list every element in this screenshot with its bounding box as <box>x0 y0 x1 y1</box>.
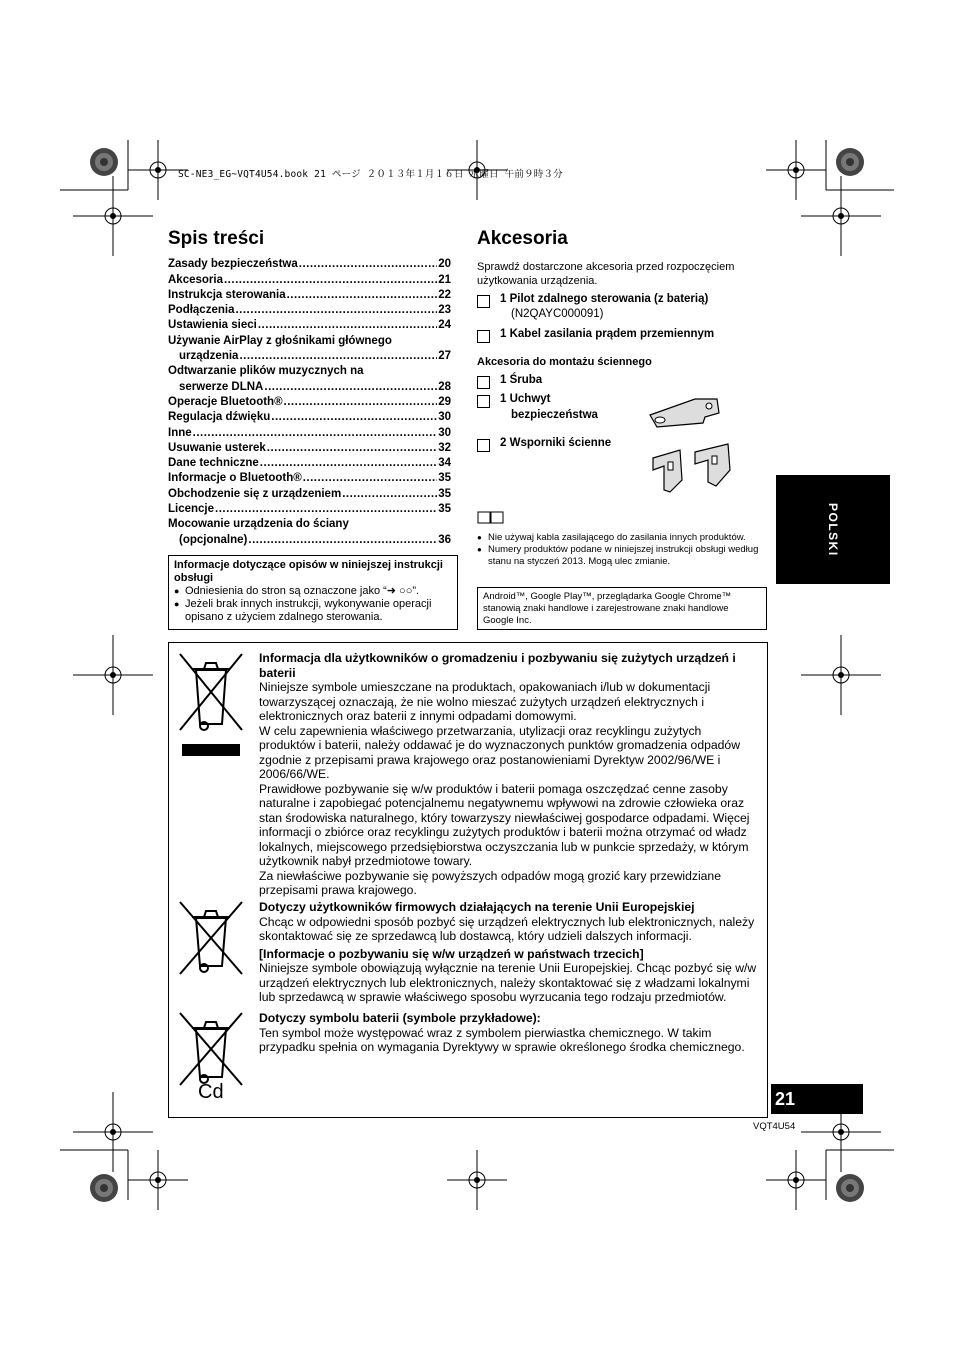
safety-holder-illustration <box>645 393 725 433</box>
crossed-bin-icon <box>178 1011 244 1087</box>
table-of-contents <box>168 257 451 548</box>
accessory-wall-brackets: 2 Wsporniki ścienne <box>500 437 612 449</box>
toc-entry[interactable]: Instrukcja sterowania ..... 22 <box>168 288 451 303</box>
language-tab <box>776 475 890 584</box>
crossed-bin-icon <box>178 652 244 760</box>
accessories-title: Akcesoria <box>477 228 568 249</box>
checkbox[interactable] <box>477 295 490 308</box>
accessory-remote-code: (N2QAYC000091) <box>511 308 604 320</box>
toc-entry[interactable]: Obchodzenie się z urządzeniem ..... 35 <box>168 486 451 501</box>
third-countries-paragraph: Niniejsze symbole obowiązują wyłącznie na terenie Unii Europejskiej. Chcąc pozbyć się w/w urządzeń elektrycznych lub elektronicznych, należy skontaktować się z władzami lokalnymi lub sprzedawcą w sprawie właściwego sposobu wyrzucania tego rodzaju przedmiotów. <box>259 961 757 1004</box>
business-users-block <box>259 900 759 1005</box>
toc-entry[interactable]: Usuwanie usterek ..... 32 <box>168 441 451 456</box>
note-bullet: ● Nie używaj kabla zasilającego do zasilania innych produktów. <box>477 532 769 544</box>
note-bullet: ● Numery produktów podane w niniejszej instrukcji obsługi według stanu na styczeń 2013. Mogą ulec zmianie. <box>477 544 769 568</box>
checkbox[interactable] <box>477 439 490 452</box>
checkbox[interactable] <box>477 376 490 389</box>
toc-entry[interactable]: Podłączenia ..... 23 <box>168 303 451 318</box>
disposal-paragraph: W celu zapewnienia właściwego przetwarzania, utylizacji oraz recyklingu zużytych produktów i baterii, należy oddawać je do wyznaczonych punktów gromadzenia odpadów zgodnie z przepisami prawa krajowego oraz postanowieniami Dyrektyw 2002/96/WE i 2006/66/WE. <box>259 723 741 781</box>
accessory-ac-cable: 1 Kabel zasilania prądem przemiennym <box>500 328 715 340</box>
battery-symbol-block <box>259 1011 759 1055</box>
toc-title: Spis treści <box>168 228 265 249</box>
book-header-line: SC-NE3_EG~VQT4U54.book 21 ページ ２０１３年１月１６日 水曜日 午前９時３分 <box>178 169 563 180</box>
page-number: 21 <box>771 1084 863 1114</box>
accessory-safety-holder-line1: 1 Uchwyt <box>500 393 551 405</box>
info-box-title: Informacje dotyczące opisów w niniejszej instrukcji obsługi <box>174 559 443 584</box>
cadmium-label: Cd <box>198 1081 224 1103</box>
accessories-intro: Sprawdź dostarczone akcesoria przed rozpoczęciem użytkowania urządzenia. <box>477 261 735 287</box>
note-book-icon <box>477 511 505 524</box>
disposal-paragraph: Za niewłaściwe pozbywanie się powyższych odpadów mogą grozić kary przewidziane przepisami prawa krajowego. <box>259 868 721 897</box>
info-box <box>168 555 458 630</box>
info-bullet: ● Odniesienia do stron są oznaczone jako “➜ ○○”. <box>174 585 452 598</box>
wall-brackets-illustration <box>650 440 740 495</box>
disposal-paragraph: Prawidłowe pozbywanie się w/w produktów i baterii pomaga oszczędzać cenne zasoby naturalne i zapobiegać potencjalnemu negatywnemu wpływowi na zdrowie człowieka oraz stan środowiska naturalnego, który towarzyszy niewłaściwej gospodarce odpadami. Więcej informacji o zbiórce oraz recyklingu zużytych produktów i baterii można otrzymać od władz lokalnych, miejscowego przedsiębiorstwa oczyszczania lub w punkcie sprzedaży, w którym użytkownik nabył przedmiotowe towary. <box>259 781 750 868</box>
accessory-screw: 1 Śruba <box>500 374 543 386</box>
third-countries-title: [Informacje o pozbywaniu się w/w urządzeń w państwach trzecich] <box>259 946 644 961</box>
toc-entry-line1[interactable]: Odtwarzanie plików muzycznych na <box>168 365 364 378</box>
business-users-paragraph: Chcąc w odpowiedni sposób pozbyć się urządzeń elektrycznych lub elektronicznych, należy skontaktować się ze sprzedawcą lub dostawcą, który udzieli dalszych informacji. <box>259 914 755 943</box>
disposal-paragraph: Niniejsze symbole umieszczane na produktach, opakowaniach i/lub w dokumentacji towarzyszącej oznaczają, że nie wolno mieszać zużytych urządzeń elektrycznych i elektronicznych oraz baterii z innymi odpadami domowymi. <box>259 680 711 723</box>
disposal-title: Informacja dla użytkowników o gromadzeniu i pozbywaniu się zużytych urządzeń i baterii <box>259 651 736 680</box>
toc-entry[interactable]: (opcjonalne) ..... 36 <box>168 532 451 547</box>
info-bullet: ● Jeżeli brak innych instrukcji, wykonywanie operacji opisano z użyciem zdalnego sterowania. <box>174 598 452 624</box>
toc-entry[interactable]: urządzenia ..... 27 <box>168 349 451 364</box>
wall-accessories-heading: Akcesoria do montażu ściennego <box>477 356 652 368</box>
toc-entry[interactable]: Akcesoria ..... 21 <box>168 272 451 287</box>
accessory-remote: 1 Pilot zdalnego sterowania (z baterią) <box>500 293 709 305</box>
business-users-title: Dotyczy użytkowników firmowych działających na terenie Unii Europejskiej <box>259 900 695 914</box>
toc-entry-line1[interactable]: Mocowanie urządzenia do ściany <box>168 518 349 531</box>
battery-symbol-paragraph: Ten symbol może występować wraz z symbolem pierwiastka chemicznego. W takim przypadku spełnia on wymagania Dyrektywy w sprawie określonego środka chemicznego. <box>259 1025 745 1054</box>
toc-entry[interactable]: Regulacja dźwięku ..... 30 <box>168 410 451 425</box>
notes-section <box>477 511 769 568</box>
toc-entry[interactable]: Licencje ..... 35 <box>168 502 451 517</box>
toc-entry[interactable]: serwerze DLNA ..... 28 <box>168 379 451 394</box>
model-code: VQT4U54 <box>753 1121 796 1132</box>
toc-entry[interactable]: Inne ..... 30 <box>168 425 451 440</box>
checkbox[interactable] <box>477 330 490 343</box>
checkbox[interactable] <box>477 395 490 408</box>
crossed-bin-icon <box>178 900 244 980</box>
toc-entry[interactable]: Informacje o Bluetooth® ..... 35 <box>168 471 451 486</box>
toc-entry[interactable]: Zasady bezpieczeństwa ..... 20 <box>168 257 451 272</box>
toc-entry[interactable]: Dane techniczne ..... 34 <box>168 456 451 471</box>
language-tab-label: POLSKI <box>826 502 840 557</box>
accessory-safety-holder-line2: bezpieczeństwa <box>511 409 598 421</box>
trademark-box: Android™, Google Play™, przeglądarka Google Chrome™ stanowią znaki handlowe i zarejestrowane znaki handlowe Google Inc. <box>477 587 767 630</box>
battery-symbol-title: Dotyczy symbolu baterii (symbole przykładowe): <box>259 1011 541 1025</box>
toc-entry[interactable]: Operacje Bluetooth® ..... 29 <box>168 395 451 410</box>
toc-entry-line1[interactable]: Używanie AirPlay z głośnikami głównego <box>168 334 392 347</box>
disposal-text-block <box>259 651 759 898</box>
toc-entry[interactable]: Ustawienia sieci ..... 24 <box>168 318 451 333</box>
